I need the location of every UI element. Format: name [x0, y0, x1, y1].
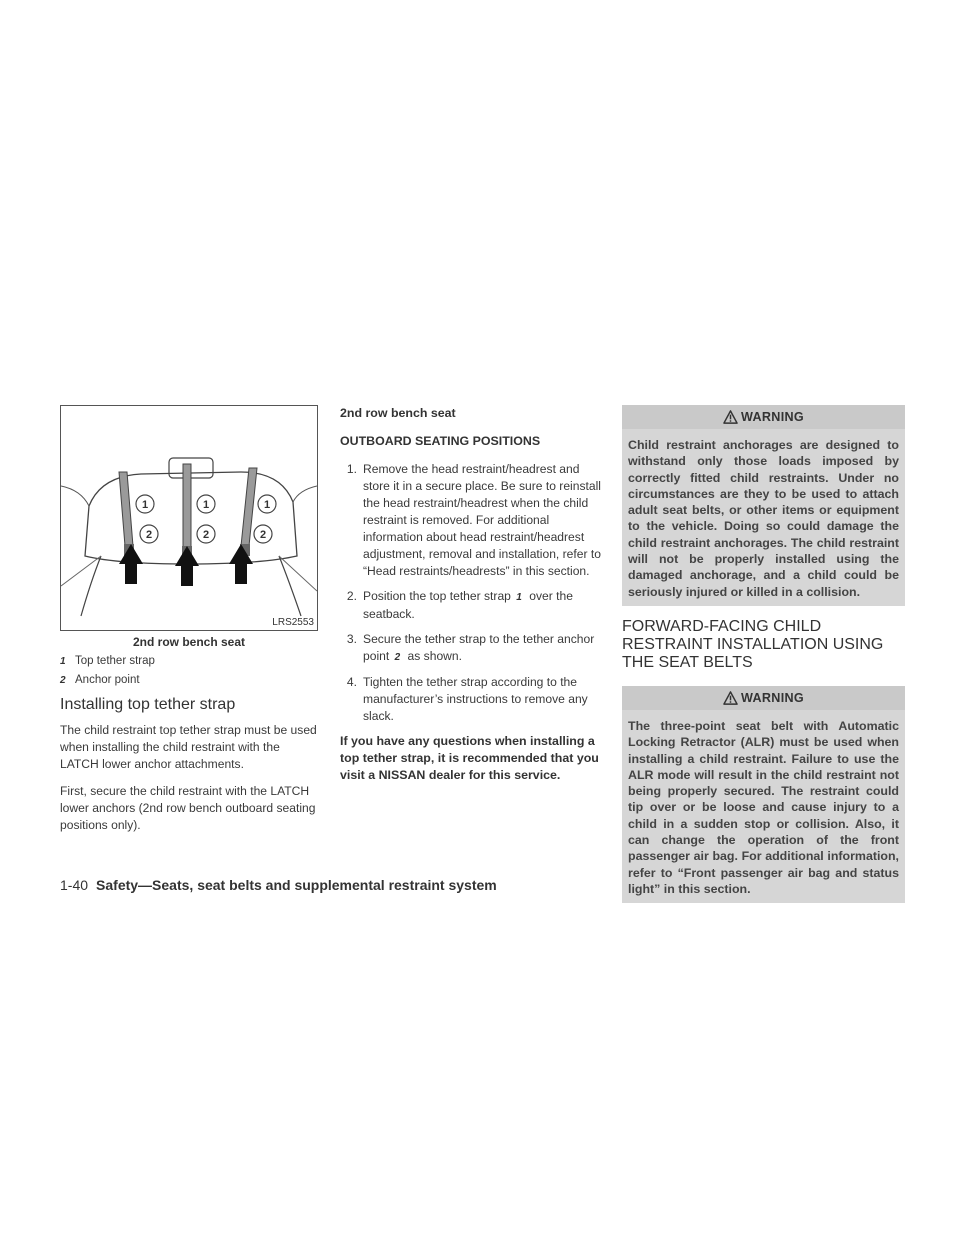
warning-header — [622, 686, 905, 710]
step-text-post: over the seatback. — [363, 589, 573, 621]
step-text: Remove the head restraint/headrest and store it in a secure place. Be sure to reinstall the head restraint/headrest when the child restraint is removed. For additional information about head restraint/headrest adjustment, removal and installation, refer to “Head restraints/headrests” in this section. — [363, 462, 601, 578]
step-text — [363, 631, 602, 666]
step-number: 3. — [346, 632, 357, 646]
paragraph: The child restraint top tether strap must be used when installing the child restraint with the LATCH lower anchor attachments. — [60, 723, 317, 771]
step-text: Tighten the tether strap according to the manufacturer’s instructions to remove any slack. — [363, 675, 588, 723]
step-text — [363, 588, 602, 623]
callout-1-center: 1 — [202, 499, 210, 511]
legend-number: 1 — [60, 655, 66, 667]
legend-item — [60, 674, 318, 686]
left-column — [60, 405, 318, 844]
page-number: 1-40 — [60, 877, 89, 893]
step-text-post: as shown. — [407, 649, 462, 663]
section-heading: Installing top tether strap — [60, 696, 236, 713]
paragraph: First, secure the child restraint with the LATCH lower anchors (2nd row bench outboard seating positions only). — [60, 784, 316, 832]
legend-text: Top tether strap — [75, 655, 155, 667]
legend-item — [60, 655, 318, 667]
step-item — [340, 461, 602, 580]
section-heading: FORWARD-FACING CHILD RESTRAINT INSTALLATION USING THE SEAT BELTS — [622, 617, 884, 671]
warning-box — [622, 405, 905, 606]
callout-1-left: 1 — [141, 499, 149, 511]
warning-header — [622, 405, 905, 429]
warning-box — [622, 686, 905, 903]
subheading: 2nd row bench seat — [340, 406, 456, 420]
seat-illustration — [60, 405, 318, 631]
legend-number: 2 — [60, 674, 66, 686]
step-number: 2. — [346, 589, 357, 603]
step-text-pre: Secure the tether strap to the tether anchor point — [363, 632, 595, 663]
figure-code: LRS2553 — [272, 617, 314, 628]
step-text-pre: Position the top tether strap — [363, 589, 511, 603]
callout-2-center: 2 — [202, 529, 210, 541]
inline-callout: 1 — [516, 592, 522, 603]
legend-text: Anchor point — [75, 674, 140, 686]
right-column — [622, 405, 905, 903]
chapter-title: Safety—Seats, seat belts and supplemental restraint system — [96, 877, 497, 893]
warning-label: WARNING — [741, 690, 804, 705]
subheading: OUTBOARD SEATING POSITIONS — [340, 434, 541, 448]
inline-callout: 2 — [394, 652, 401, 663]
warning-text: The three-point seat belt with Automatic Locking Retractor (ALR) must be used when installing a child restraint. Failure to use the ALR mode will result in the child restraint not being properly secured. The restraint could tip over or be loose and cause injury to a child in a sudden stop or collision. Also, it can change the operation of the front passenger air bag. For additional information, refer to “Front passenger air bag and status light” in this section. — [628, 718, 899, 896]
bench-seat-diagram — [61, 406, 317, 630]
middle-column — [340, 405, 602, 784]
step-number: 4. — [346, 675, 357, 689]
warning-text: Child restraint anchorages are designed to withstand only those loads imposed by correctly fitted child restraints. Under no circumstances are they to be used to attach adult seat belts, or other items or equipment to the vehicle. Doing so could damage the child restraint anchorages. The child restraint will not be properly installed using the damaged anchorage, and a child could be seriously injured or killed in a collision. — [628, 438, 899, 599]
warning-icon — [723, 410, 738, 424]
step-item — [340, 674, 602, 725]
dealer-note: If you have any questions when installing a top tether strap, it is recommended that you visit a NISSAN dealer for this service. — [340, 734, 599, 782]
warning-label: WARNING — [741, 410, 804, 424]
page-footer — [60, 877, 497, 893]
callout-1-right: 1 — [263, 499, 271, 511]
figure-caption: 2nd row bench seat — [132, 635, 246, 649]
step-number: 1. — [346, 462, 357, 476]
callout-2-right: 2 — [259, 529, 267, 541]
warning-icon — [723, 691, 738, 705]
steps-list — [340, 461, 602, 725]
callout-2-left: 2 — [145, 529, 153, 541]
step-item — [340, 588, 602, 623]
step-item — [340, 631, 602, 666]
